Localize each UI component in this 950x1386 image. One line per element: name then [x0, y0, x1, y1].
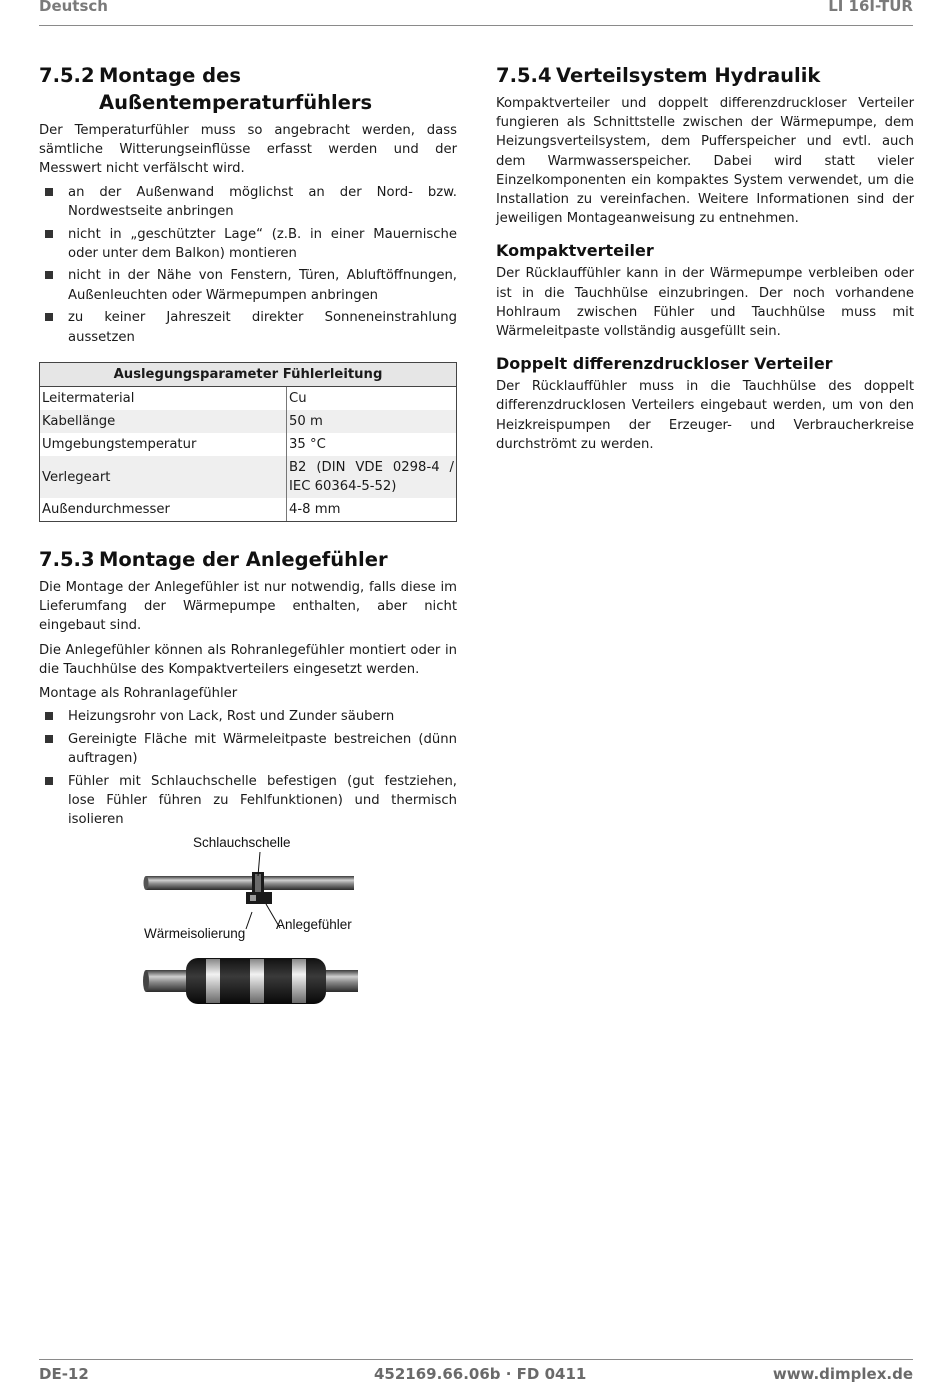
list-item: an der Außenwand möglichst an der Nord- bzw. Nordwestseite anbringen [39, 183, 457, 221]
parameter-table-wrapper [39, 362, 457, 522]
table-cell-key: Außendurchmesser [40, 498, 287, 522]
table-cell-key: Verlegeart [40, 456, 287, 498]
section-7-5-2 [39, 62, 457, 350]
table-cell-value: 50 m [287, 410, 457, 433]
bullet-square-icon [45, 188, 53, 196]
section-heading [496, 62, 914, 89]
list-item: nicht in „geschützter Lage“ (z.B. in einer Mauernische oder unter dem Balkon) montieren [39, 225, 457, 263]
section-heading [39, 546, 457, 573]
table-cell-value: 35 °C [287, 433, 457, 456]
header-language: Deutsch [39, 0, 108, 15]
section-number: 7.5.4 [496, 64, 552, 87]
paragraph: Montage als Rohranlagefühler [39, 686, 238, 702]
footer-page-number: DE-12 [39, 1365, 89, 1383]
section-title: Verteilsystem Hydraulik [556, 64, 821, 87]
table-row [40, 456, 457, 498]
label-contact-sensor: Anlegefühler [276, 917, 352, 932]
table-cell-value: Cu [287, 387, 457, 411]
bullet-square-icon [45, 777, 53, 785]
contact-sensor [246, 892, 272, 904]
section-title-line1: Montage des [99, 64, 241, 87]
section-intro: Der Temperaturfühler muss so angebracht werden, dass sämtliche Witterungseinflüsse erfasst werden und der Messwert nicht verfälscht wird. [39, 123, 457, 177]
bare-pipe [144, 876, 355, 890]
table-cell-key: Leitermaterial [40, 387, 287, 411]
section-heading [39, 62, 457, 116]
insulated-pipe [143, 958, 358, 1004]
footer-website: www.dimplex.de [772, 1365, 913, 1383]
list-item: Gereinigte Fläche mit Wärmeleitpaste bestreichen (dünn auftragen) [39, 730, 457, 768]
label-hose-clamp: Schlauchschelle [193, 835, 291, 850]
table-row [40, 387, 457, 411]
table-cell-key: Kabellänge [40, 410, 287, 433]
header-model: LI 16I-TUR [828, 0, 913, 15]
subheading-double-distributor: Doppelt differenzdruckloser Verteiler [496, 354, 833, 374]
bullet-square-icon [45, 313, 53, 321]
paragraph: Der Rücklauffühler kann in der Wärmepumpe verbleiben oder ist in die Tauchhülse einzubringen. Der noch vorhandene Hohlraum zwischen Fühler und Tauchhülse muss mit Wärmeleitpaste vollständig ausgefüllt sein. [496, 266, 914, 340]
bullet-list [39, 183, 457, 347]
table-cell-key: Umgebungstemperatur [40, 433, 287, 456]
section-title-line2: Außentemperaturfühlers [99, 91, 373, 114]
list-item: Heizungsrohr von Lack, Rost und Zunder säubern [39, 707, 457, 726]
footer-document-code: 452169.66.06b · FD 0411 [374, 1365, 587, 1383]
bullet-square-icon [45, 735, 53, 743]
paragraph: Kompaktverteiler und doppelt differenzdruckloser Verteiler fungieren als Schnittstelle zwischen der Wärmepumpe, dem Heizungsverteilsystem, dem Pufferspeicher und evtl. auch dem Warmwasserspeicher. Dabei wird statt vieler Einzelkomponenten ein kompaktes System verwendet, um die Installation zu vereinfachen. Weitere Informationen sind der jeweiligen Montageanweisung zu entnehmen. [496, 96, 914, 227]
label-heat-insulation: Wärmeisolierung [144, 926, 246, 941]
list-item: nicht in der Nähe von Fenstern, Türen, Abluftöffnungen, Außenleuchten oder Wärmepumpen anbringen [39, 266, 457, 304]
bullet-square-icon [45, 712, 53, 720]
table-row [40, 433, 457, 456]
list-item: Fühler mit Schlauchschelle befestigen (gut festziehen, lose Fühler führen zu Fehlfunktionen) und thermisch isolieren [39, 772, 457, 830]
table-row [40, 498, 457, 522]
section-number: 7.5.2 [39, 64, 95, 87]
pipe-sensor-figure [142, 832, 382, 1022]
bullet-list [39, 707, 457, 829]
subheading-compact-distributor: Kompaktverteiler [496, 241, 654, 261]
section-7-5-3 [39, 546, 457, 833]
paragraph: Die Anlegefühler können als Rohranlegefühler montiert oder in die Tauchhülse des Kompaktverteilers eingesetzt werden. [39, 642, 457, 677]
section-7-5-4 [496, 62, 914, 454]
section-title: Montage der Anlegefühler [99, 548, 388, 571]
table-row [40, 410, 457, 433]
paragraph: Der Rücklauffühler muss in die Tauchhülse des doppelt differenzdrucklosen Verteilers eingebaut werden, um von den Heizkreispumpen der Erzeuger- und Verbraucherkreise durchströmt zu werden. [496, 379, 914, 452]
bullet-square-icon [45, 271, 53, 279]
table-cell-value: 4-8 mm [287, 498, 457, 522]
list-item: zu keiner Jahreszeit direkter Sonneneinstrahlung aussetzen [39, 308, 457, 346]
page-footer [39, 1359, 913, 1386]
bullet-square-icon [45, 230, 53, 238]
table-cell-value: B2 (DIN VDE 0298-4 / IEC 60364-5-52) [287, 456, 457, 498]
section-number: 7.5.3 [39, 548, 95, 571]
parameter-table [39, 362, 457, 522]
page-header [39, 0, 913, 26]
paragraph: Die Montage der Anlegefühler ist nur notwendig, falls diese im Lieferumfang der Wärmepumpe enthalten, aber nicht eingebaut sind. [39, 580, 457, 634]
table-header-row [40, 363, 457, 387]
table-title: Auslegungsparameter Fühlerleitung [40, 363, 457, 387]
